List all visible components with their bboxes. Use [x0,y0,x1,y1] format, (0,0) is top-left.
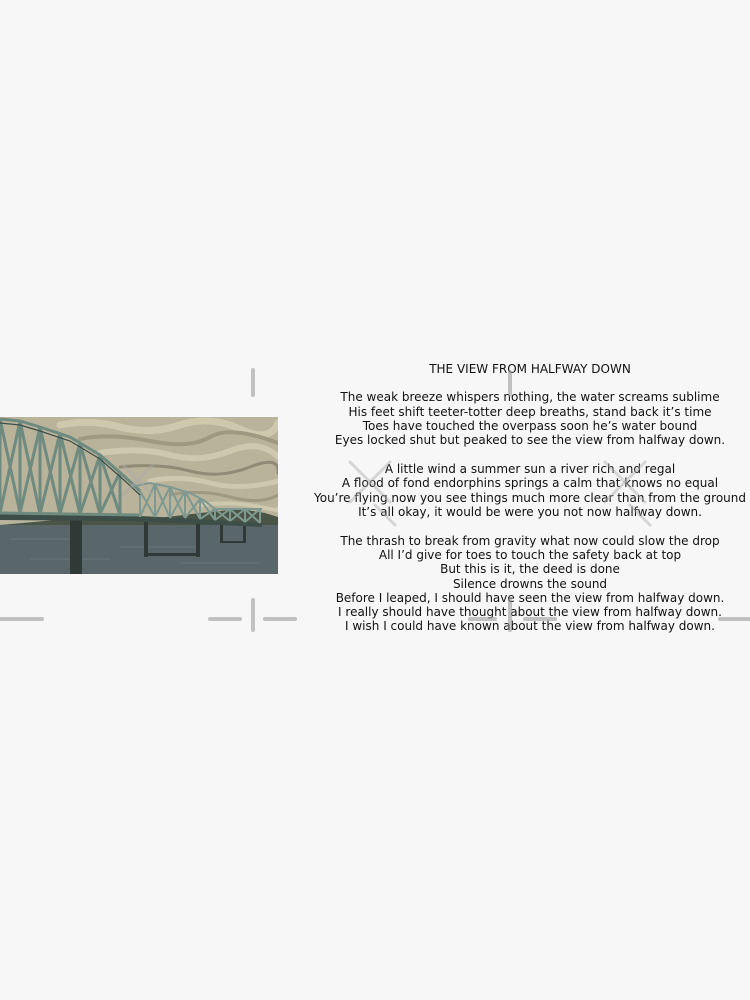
poem-line: Eyes locked shut but peaked to see the view from halfway down. [334,433,726,448]
poem-line: It’s all okay, it would be were you not now halfway down. [358,504,702,519]
poem-line: But this is it, the deed is done [440,562,620,577]
poem-line: The weak breeze whispers nothing, the water screams sublime [340,390,720,405]
poem-line: A little wind a summer sun a river rich and regal [384,461,676,476]
poem-title: THE VIEW FROM HALFWAY DOWN [429,362,631,376]
poem-line: A flood of fond endorphins springs a calm that knows no equal [341,476,719,491]
poem-line: All I’d give for toes to touch the safety back at top [378,547,682,562]
stanza-3 [300,534,750,634]
poem-line: Before I leaped, I should have seen the view from halfway down. [335,590,725,605]
poem-line: The thrash to break from gravity what now could slow the drop [340,533,720,548]
poem-line: I really should have thought about the view from halfway down. [338,605,722,620]
river-water [0,525,278,574]
poem-line: His feet shift teeter-totter deep breaths, stand back it’s time [348,404,712,419]
poem [300,362,750,648]
poem-line: Silence drowns the sound [452,576,608,591]
poem-line: I wish I could have known about the view from halfway down. [345,619,715,634]
poem-line: You’re flying now you see things much more clear than from the ground [313,490,747,505]
poem-line: Toes have touched the overpass soon he’s water bound [362,418,698,433]
bridge-illustration [0,417,278,574]
stanza-1 [300,390,750,447]
stanza-2 [300,462,750,519]
